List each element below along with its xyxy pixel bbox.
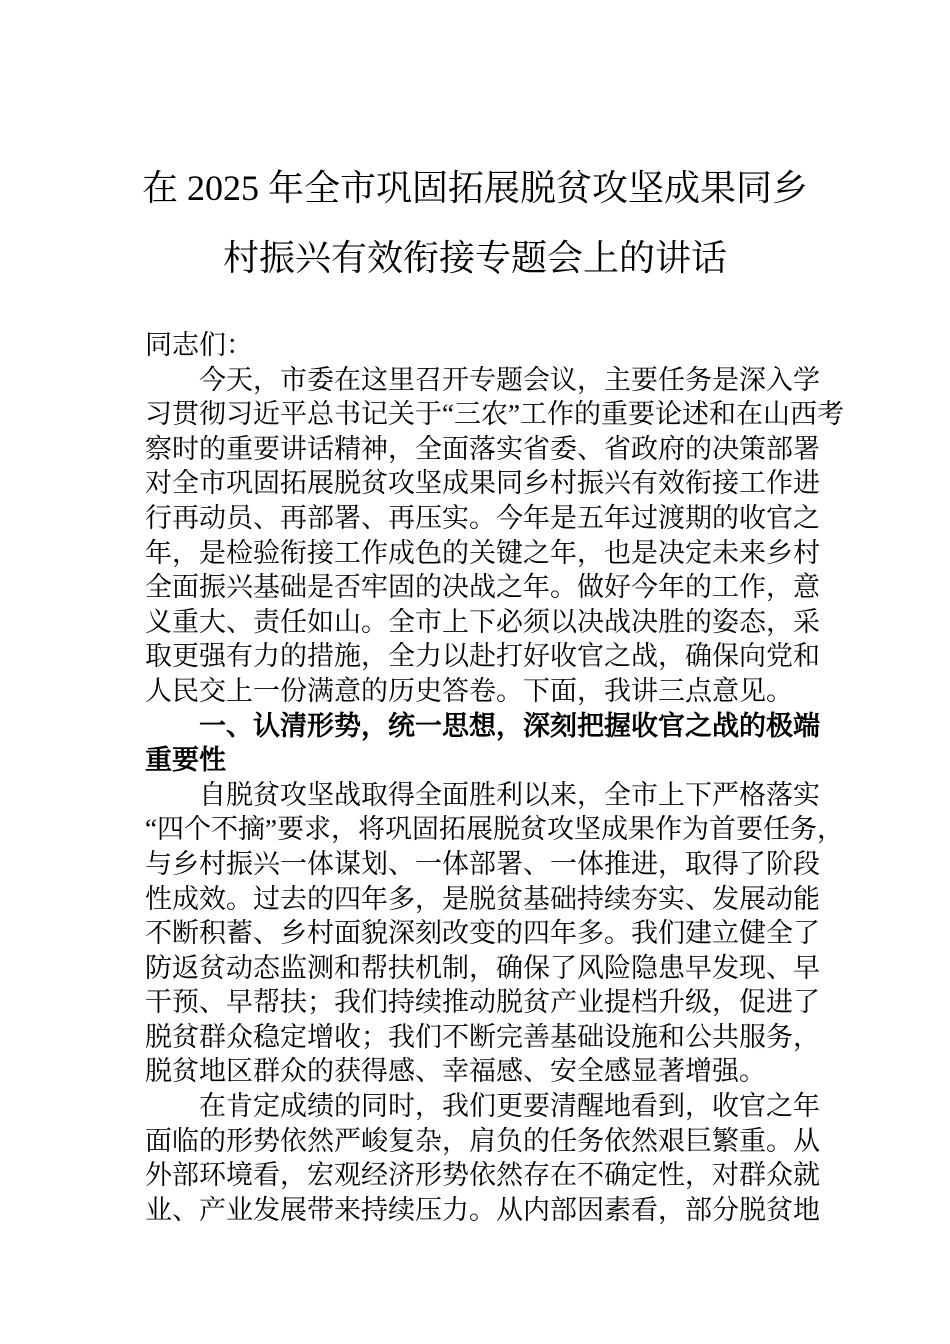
text-line: 行再动员、再部署、再压实。今年是五年过渡期的收官之	[145, 502, 820, 533]
text-line: 与乡村振兴一体谋划、一体部署、一体推进，取得了阶段	[145, 848, 820, 879]
text-line: 干预、早帮扶；我们持续推动脱贫产业提档升级，促进了	[145, 987, 820, 1018]
text-line: 年，是检验衔接工作成色的关键之年，也是决定未来乡村	[145, 537, 820, 568]
text-line: 对全市巩固拓展脱贫攻坚成果同乡村振兴有效衔接工作进	[145, 468, 820, 499]
text-line: 重要性	[145, 745, 226, 776]
salutation: 同志们：	[145, 330, 253, 360]
text-line: “四个不摘”要求，将巩固拓展脱贫攻坚成果作为首要任务，	[145, 814, 844, 845]
text-line: 外部环境看，宏观经济形势依然存在不确定性，对群众就	[145, 1160, 820, 1191]
text-line: 察时的重要讲话精神，全面落实省委、省政府的决策部署	[145, 433, 820, 464]
paragraph	[145, 1089, 820, 1227]
text-line: 防返贫动态监测和帮扶机制，确保了风险隐患早发现、早	[145, 952, 820, 983]
text-line: 习贯彻习近平总书记关于“三农”工作的重要论述和在山西考	[145, 399, 844, 430]
text-line: 取更强有力的措施，全力以赴打好收官之战，确保向党和	[145, 641, 820, 672]
text-line: 人民交上一份满意的历史答卷。下面，我讲三点意见。	[145, 675, 793, 706]
title-line: 村振兴有效衔接专题会上的讲话	[222, 238, 727, 278]
text-line: 脱贫地区群众的获得感、幸福感、安全感显著增强。	[145, 1056, 766, 1087]
text-line: 脱贫群众稳定增收；我们不断完善基础设施和公共服务，	[145, 1021, 820, 1052]
text-line: 性成效。过去的四年多，是脱贫基础持续夯实、发展动能	[145, 883, 820, 914]
text-line: 业、产业发展带来持续压力。从内部因素看，部分脱贫地	[145, 1194, 820, 1225]
text-line: 不断积蓄、乡村面貌深刻改变的四年多。我们建立健全了	[145, 918, 820, 949]
document-body	[145, 328, 844, 1227]
text-line: 自脱贫攻坚战取得全面胜利以来，全市上下严格落实	[199, 779, 820, 810]
paragraphs	[145, 363, 844, 1228]
paragraph	[145, 778, 844, 1089]
text-line: 在肯定成绩的同时，我们更要清醒地看到，收官之年	[199, 1091, 820, 1122]
text-line: 一、认清形势，统一思想，深刻把握收官之战的极端	[199, 710, 820, 741]
text-line: 面临的形势依然严峻复杂，肩负的任务依然艰巨繁重。从	[145, 1125, 820, 1156]
document-title	[0, 153, 950, 293]
paragraph	[145, 363, 844, 709]
text-line: 今天，市委在这里召开专题会议，主要任务是深入学	[199, 364, 820, 395]
text-line: 义重大、责任如山。全市上下必须以决战决胜的姿态，采	[145, 606, 820, 637]
section-heading	[145, 709, 820, 778]
title-line: 在 2025 年全市巩固拓展脱贫攻坚成果同乡	[141, 168, 808, 208]
text-line: 全面振兴基础是否牢固的决战之年。做好今年的工作，意	[145, 572, 820, 603]
